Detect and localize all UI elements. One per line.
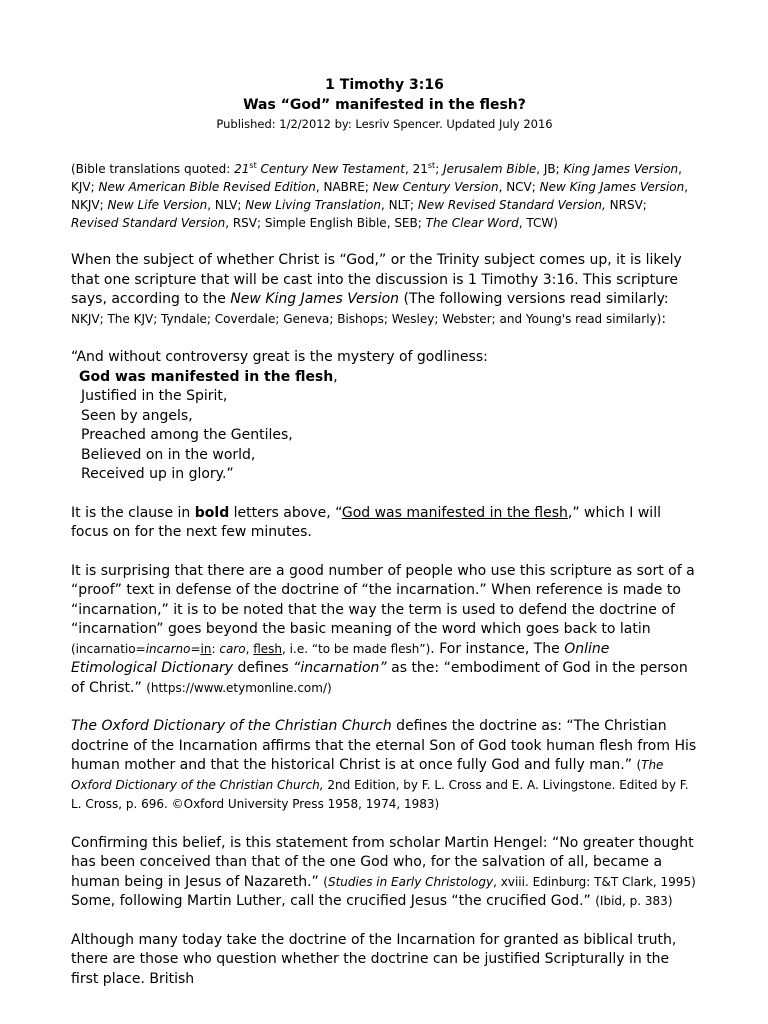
quote-line: Seen by angels, [81, 407, 193, 424]
text-span: defines the doctrine as: “The Christian doctrine of the Incarnation affirms that the eternal Son of God took human flesh from His human mother and that the historical Christ is at once fully God and fully man.” [71, 718, 697, 773]
text-span: st [427, 161, 436, 170]
text-span: ; [435, 162, 444, 176]
text-span: ( [636, 758, 642, 772]
quote-line: Justified in the Spirit, [81, 388, 228, 404]
text-span: God was manifested in the flesh [79, 368, 334, 385]
title-question: Was “God” manifested in the flesh? [243, 96, 526, 113]
text-span: New Living Translation [245, 198, 381, 212]
quote-line: Received up in glory.” [81, 466, 234, 482]
text-span: New Life Version [107, 198, 208, 212]
text-span: , [333, 368, 338, 385]
paragraph-hengel [71, 834, 698, 912]
text-span: The Oxford Dictionary of the Christian Church [71, 718, 392, 734]
text-span: , i.e. “to be made flesh”) [282, 641, 431, 656]
text-span: NRSV; [605, 198, 647, 212]
text-span: When the subject of whether Christ is “God,” or the Trinity subject comes up, it is likely that one scripture that will be cast into the discussion is 1 Timothy 3:16. This scripture says, according to the [71, 252, 682, 307]
text-span: It is the clause in [71, 504, 195, 521]
text-span: (incarnatio= [71, 641, 146, 656]
text-span: , [245, 641, 254, 656]
text-span: , TCW) [518, 216, 558, 230]
text-span: Revised Standard Version [71, 216, 226, 230]
text-span: The Oxford Dictionary of the Christian Church, [71, 758, 664, 792]
text-span: The Clear Word [425, 216, 519, 230]
quote-line: Preached among the Gentiles, [81, 427, 293, 443]
paragraph-incarnation [71, 562, 698, 699]
text-span: = [190, 641, 201, 656]
text-span: Studies in Early Christology [327, 874, 494, 889]
text-span: (Bible translations quoted: [71, 162, 235, 176]
published-line: Published: 1/2/2012 by: Lesriv Spencer. Updated July 2016 [216, 117, 553, 131]
text-span: . For instance, The [430, 640, 565, 657]
document-page [71, 76, 698, 989]
text-span: incarno [145, 641, 191, 656]
text-span: letters above, “ [229, 504, 342, 521]
text-span: New Century Version [372, 180, 499, 194]
title-reference: 1 Timothy 3:16 [325, 77, 444, 93]
text-span: ,” which I will focus on for the next few minutes. [71, 504, 661, 540]
text-span: : [661, 310, 667, 327]
text-span: caro [219, 641, 246, 656]
text-span: , xviii. Edinburg: T&T Clark, 1995) [493, 874, 696, 889]
text-span: Online Etimological Dictionary [71, 640, 610, 676]
text-span: Century New Testament [256, 162, 405, 176]
text-span: New American Bible Revised Edition [98, 180, 316, 194]
text-span: NKJV; The KJV; Tyndale; Coverdale; Geneva; Bishops; Wesley; Webster; and Young's read similarly) [71, 311, 662, 326]
text-span: New Revised Standard Version, [417, 198, 606, 212]
text-span: 21 [234, 162, 250, 176]
text-span: 2nd Edition, by F. L. Cross and E. A. Livingstone. Edited by F. L. Cross, p. 696. ©Oxford University Press 1958, 1974, 1983) [71, 777, 689, 811]
text-span: God was manifested in the flesh [341, 504, 568, 521]
scripture-quote [71, 348, 698, 485]
text-span: (The following versions read similarly: [399, 291, 669, 307]
quote-line-bold [71, 368, 698, 388]
text-span: (https://www.etymonline.com/) [146, 680, 332, 695]
paragraph-oxford [71, 717, 698, 815]
translations-paragraph [71, 160, 698, 232]
text-span: New King James Version [539, 180, 685, 194]
paragraph-intro [71, 251, 698, 329]
text-span: Confirming this belief, is this statement from scholar Martin Hengel: “No greater thought has been conceived than that of the one God who, for the salvation of all, became a human being in Jesus of Nazareth.” [71, 834, 694, 890]
text-span: , 21 [404, 162, 428, 176]
text-span: “incarnation” [293, 660, 387, 676]
text-span: , KJV; [71, 162, 682, 194]
paragraph-clause [71, 504, 698, 543]
text-span: , NLV; [207, 198, 246, 212]
text-span: , NABRE; [315, 180, 373, 194]
text-span: , NKJV; [71, 180, 689, 212]
text-span: Some, following Martin Luther, call the crucified Jesus “the crucified God.” [71, 893, 596, 909]
text-span: : [211, 641, 220, 656]
text-span: as the: “embodiment of God in the person of Christ.” [71, 660, 688, 696]
text-span: , NCV; [498, 180, 540, 194]
text-span: Jerusalem Bible [443, 162, 537, 176]
text-span: flesh [253, 641, 283, 656]
text-span: New King James Version [230, 291, 400, 307]
quote-line: Believed on in the world, [81, 446, 256, 463]
page-title [71, 76, 698, 115]
text-span: It is surprising that there are a good number of people who use this scripture as sort of a “proof” text in defense of the doctrine of “the incarnation.” When reference is made to “incarnation,” it is to be noted that the way the term is used to defend the doctrine of “incarnation” goes beyond the basic meaning of the word which goes back to latin [71, 562, 695, 637]
text-span: , JB; [536, 162, 564, 176]
paragraph-question: Although many today take the doctrine of the Incarnation for granted as biblical truth, there are those who question whether the doctrine can be justified Scripturally in the first place. British [71, 931, 677, 987]
quote-line: “And without controversy great is the mystery of godliness: [71, 349, 488, 365]
text-span: st [249, 161, 257, 170]
text-span: bold [194, 504, 230, 521]
text-span: defines [233, 660, 294, 676]
text-span: , NLT; [381, 198, 418, 212]
text-span: (Ibid, p. 383) [595, 894, 673, 908]
text-span: ( [323, 874, 328, 889]
text-span: , RSV; Simple English Bible, SEB; [225, 216, 426, 230]
text-span: King James Version [563, 162, 679, 176]
text-span: in [200, 641, 212, 656]
